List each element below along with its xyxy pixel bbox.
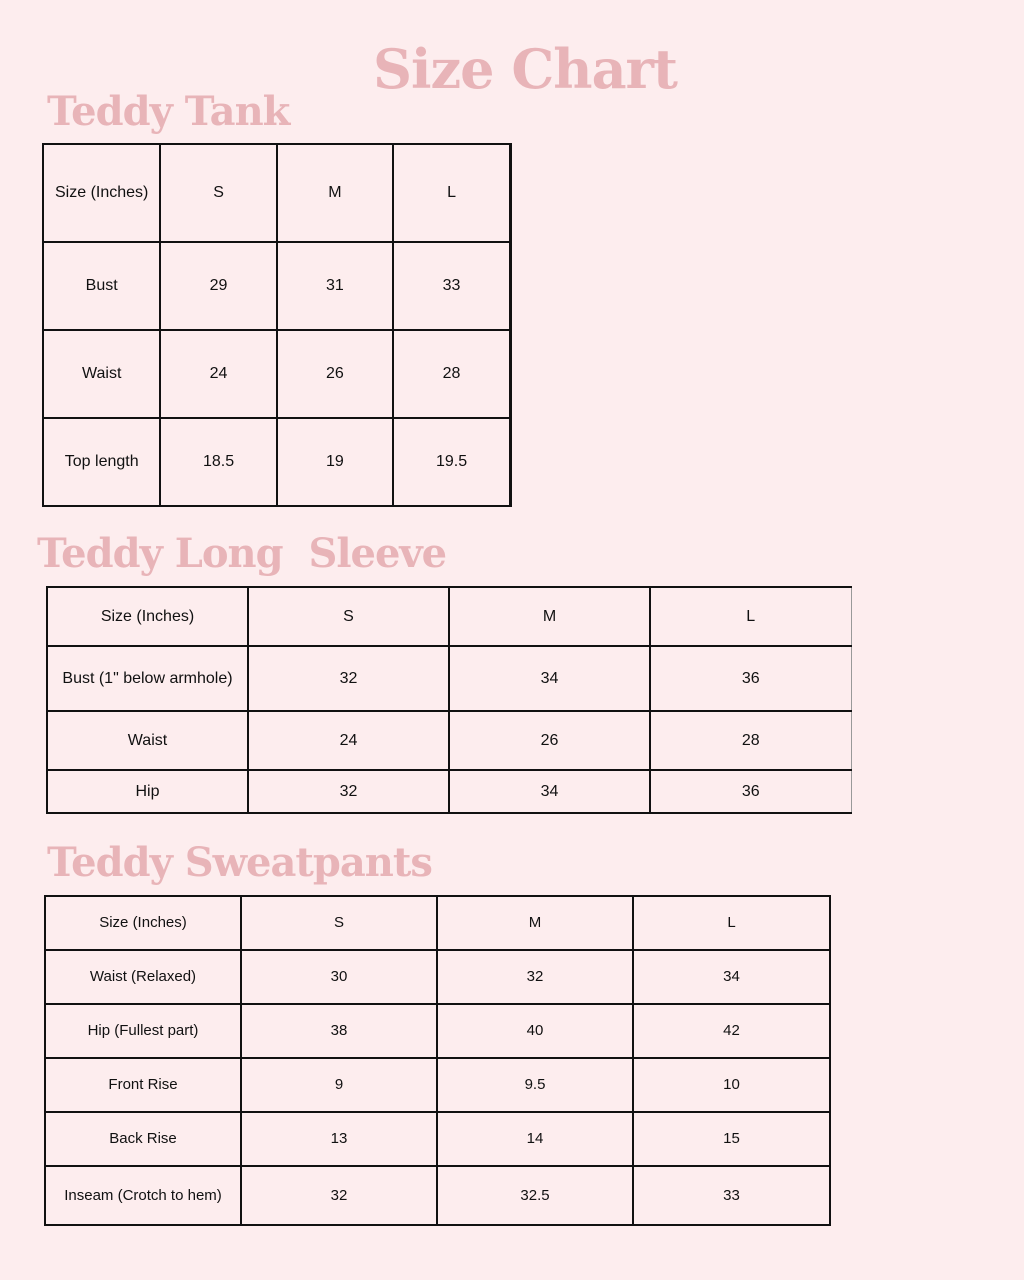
- table-header-row: [43, 144, 511, 242]
- header-cell: L: [633, 896, 830, 950]
- table-cell: 28: [393, 330, 510, 418]
- table-row: [43, 330, 511, 418]
- measurement-label: Top length: [43, 418, 160, 506]
- table-cell: 29: [160, 242, 276, 330]
- header-cell: S: [160, 144, 276, 242]
- table-row: [43, 242, 511, 330]
- table-header-row: [47, 587, 851, 646]
- header-cell: S: [248, 587, 449, 646]
- header-cell: M: [437, 896, 633, 950]
- table-cell: 36: [650, 770, 851, 813]
- long-sleeve-section-title: Teddy Long Sleeve: [37, 530, 447, 577]
- table-cell: 15: [633, 1112, 830, 1166]
- measurement-label: Inseam (Crotch to hem): [45, 1166, 241, 1225]
- long-sleeve-size-table: [46, 586, 852, 814]
- table-cell: 32: [437, 950, 633, 1004]
- measurement-label: Hip: [47, 770, 248, 813]
- header-cell: L: [393, 144, 510, 242]
- measurement-label: Front Rise: [45, 1058, 241, 1112]
- table-cell: 32: [248, 770, 449, 813]
- table-cell: 9.5: [437, 1058, 633, 1112]
- table-cell: 33: [633, 1166, 830, 1225]
- table-cell: 34: [449, 646, 650, 711]
- table-cell: 26: [449, 711, 650, 770]
- page-title: Size Chart: [373, 37, 677, 101]
- table-cell: 42: [633, 1004, 830, 1058]
- table-row: [47, 711, 851, 770]
- header-cell: M: [277, 144, 393, 242]
- table-cell: 26: [277, 330, 393, 418]
- table-cell: 32: [248, 646, 449, 711]
- table-cell: 24: [248, 711, 449, 770]
- tank-size-table: [42, 143, 512, 507]
- table-row: [45, 950, 830, 1004]
- table-cell: 40: [437, 1004, 633, 1058]
- table-cell: 24: [160, 330, 276, 418]
- header-cell: M: [449, 587, 650, 646]
- table-row: [45, 1112, 830, 1166]
- measurement-label: Waist: [47, 711, 248, 770]
- measurement-label: Hip (Fullest part): [45, 1004, 241, 1058]
- table-row: [45, 1166, 830, 1225]
- table-cell: 38: [241, 1004, 437, 1058]
- header-cell: S: [241, 896, 437, 950]
- measurement-label: Back Rise: [45, 1112, 241, 1166]
- tank-section-title: Teddy Tank: [47, 88, 290, 135]
- header-cell: Size (Inches): [43, 144, 160, 242]
- table-cell: 30: [241, 950, 437, 1004]
- table-row: [43, 418, 511, 506]
- table-cell: 34: [449, 770, 650, 813]
- table-cell: 13: [241, 1112, 437, 1166]
- table-cell: 18.5: [160, 418, 276, 506]
- table-row: [47, 770, 851, 813]
- table-cell: 10: [633, 1058, 830, 1112]
- table-cell: 34: [633, 950, 830, 1004]
- table-row: [45, 1004, 830, 1058]
- header-cell: Size (Inches): [47, 587, 248, 646]
- table-cell: 14: [437, 1112, 633, 1166]
- table-cell: 36: [650, 646, 851, 711]
- table-cell: 32: [241, 1166, 437, 1225]
- sweatpants-section-title: Teddy Sweatpants: [47, 839, 432, 886]
- table-header-row: [45, 896, 830, 950]
- measurement-label: Bust: [43, 242, 160, 330]
- header-cell: L: [650, 587, 851, 646]
- table-cell: 19: [277, 418, 393, 506]
- measurement-label: Bust (1" below armhole): [47, 646, 248, 711]
- sweatpants-size-table: [44, 895, 831, 1226]
- table-cell: 31: [277, 242, 393, 330]
- measurement-label: Waist: [43, 330, 160, 418]
- table-cell: 32.5: [437, 1166, 633, 1225]
- table-cell: 33: [393, 242, 510, 330]
- table-row: [47, 646, 851, 711]
- table-cell: 9: [241, 1058, 437, 1112]
- table-row: [45, 1058, 830, 1112]
- header-cell: Size (Inches): [45, 896, 241, 950]
- measurement-label: Waist (Relaxed): [45, 950, 241, 1004]
- table-cell: 28: [650, 711, 851, 770]
- table-cell: 19.5: [393, 418, 510, 506]
